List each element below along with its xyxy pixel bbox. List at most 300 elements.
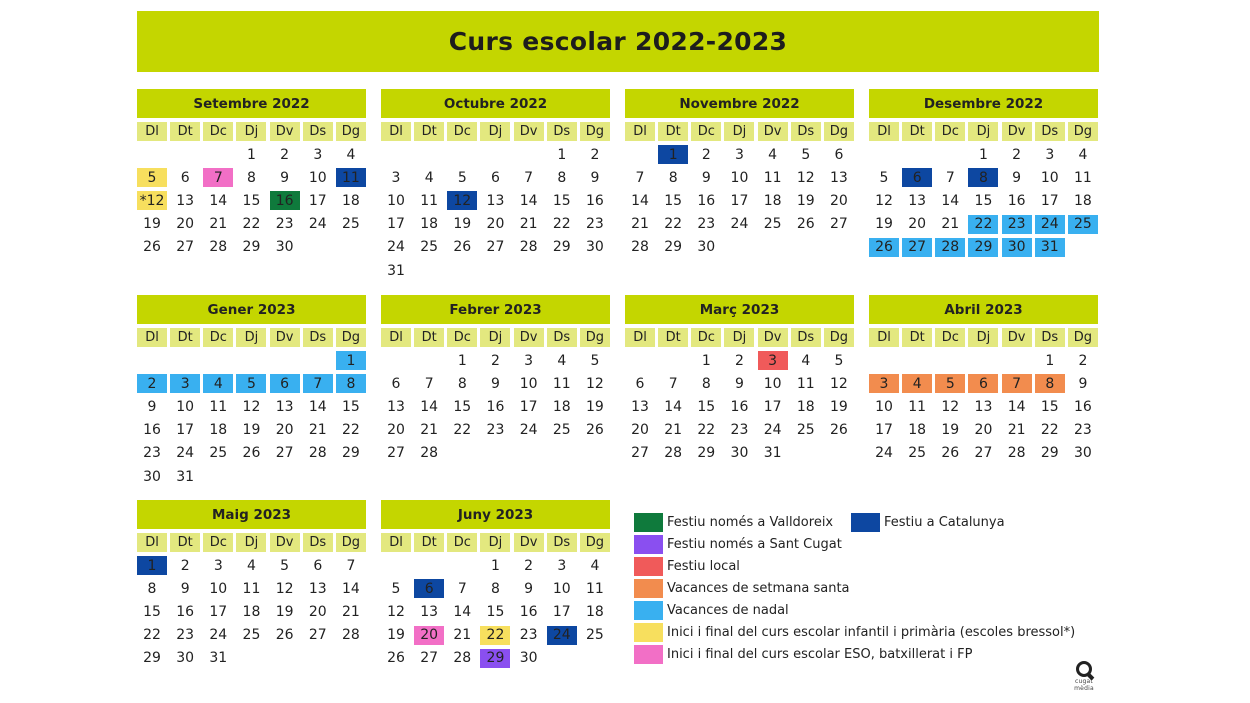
legend-item bbox=[634, 579, 850, 598]
day-cell: 13 bbox=[387, 398, 405, 415]
day-cell: 20 bbox=[275, 422, 294, 439]
day-cell: 4 bbox=[247, 557, 256, 574]
day-cell: 1 bbox=[247, 146, 256, 163]
legend-label: Vacances de setmana santa bbox=[667, 581, 850, 596]
legend-item bbox=[634, 623, 1075, 642]
week-row bbox=[625, 213, 854, 236]
week-row bbox=[137, 419, 366, 442]
empty-day-cell bbox=[547, 649, 577, 668]
weekday-label: Dg bbox=[580, 328, 610, 347]
day-cell: 26 bbox=[941, 445, 960, 462]
legend-swatch bbox=[634, 513, 663, 532]
weekday-label: Dv bbox=[758, 328, 788, 347]
week-row bbox=[381, 647, 610, 670]
day-cell: 26 bbox=[796, 216, 815, 233]
legend-swatch bbox=[634, 601, 663, 620]
day-cell: 8 bbox=[336, 374, 366, 393]
day-cell: 19 bbox=[830, 398, 848, 415]
week-row bbox=[869, 442, 1098, 465]
empty-day-cell bbox=[381, 351, 411, 370]
week-row bbox=[137, 143, 366, 166]
weekday-label: Dg bbox=[824, 328, 854, 347]
week-row bbox=[381, 143, 610, 166]
weekday-label: Dj bbox=[236, 328, 266, 347]
day-cell: 29 bbox=[342, 445, 360, 462]
empty-day-cell bbox=[203, 467, 233, 486]
day-cell: 14 bbox=[631, 192, 649, 209]
week-row bbox=[137, 349, 366, 372]
legend-label: Festiu local bbox=[667, 559, 740, 574]
day-cell: 25 bbox=[242, 627, 261, 644]
day-cell: 6 bbox=[414, 579, 444, 598]
day-cell: 19 bbox=[586, 398, 604, 415]
day-cell: 8 bbox=[668, 169, 678, 186]
legend-item bbox=[634, 601, 789, 620]
month-calendar bbox=[625, 89, 854, 259]
day-cell: 9 bbox=[590, 169, 600, 186]
day-cell: 13 bbox=[308, 580, 327, 597]
day-cell: 2 bbox=[701, 146, 711, 163]
day-cell: 7 bbox=[203, 168, 233, 187]
legend-swatch bbox=[634, 579, 663, 598]
day-cell: 30 bbox=[275, 239, 294, 256]
day-cell: 12 bbox=[242, 398, 261, 415]
day-cell: 15 bbox=[486, 603, 505, 620]
empty-day-cell bbox=[303, 649, 333, 668]
day-cell: 29 bbox=[242, 239, 261, 256]
empty-day-cell bbox=[414, 145, 444, 164]
weekday-label: Dv bbox=[270, 328, 300, 347]
empty-day-cell bbox=[480, 261, 510, 280]
day-cell: 8 bbox=[701, 375, 711, 392]
day-cell: 30 bbox=[1074, 445, 1092, 462]
day-cell: 5 bbox=[834, 352, 844, 369]
weekday-label: Dj bbox=[968, 122, 998, 141]
day-cell: 28 bbox=[935, 238, 965, 257]
day-cell: 22 bbox=[1040, 422, 1059, 439]
week-row bbox=[625, 419, 854, 442]
day-cell: 9 bbox=[147, 398, 157, 415]
weekday-label: Dg bbox=[1068, 122, 1098, 141]
day-cell: 9 bbox=[524, 580, 534, 597]
empty-day-cell bbox=[968, 351, 998, 370]
day-cell: 24 bbox=[176, 445, 195, 462]
day-cell: 27 bbox=[308, 627, 327, 644]
weekday-label: Dc bbox=[447, 122, 477, 141]
weekday-label: Dc bbox=[935, 122, 965, 141]
day-cell: 13 bbox=[275, 398, 294, 415]
day-cell: 5 bbox=[391, 580, 401, 597]
day-cell: 10 bbox=[1040, 169, 1059, 186]
day-cell: 24 bbox=[547, 626, 577, 645]
day-cell: 16 bbox=[697, 192, 716, 209]
weekday-label: Dg bbox=[336, 328, 366, 347]
day-cell: 31 bbox=[387, 262, 405, 279]
day-cell: 23 bbox=[730, 422, 749, 439]
empty-day-cell bbox=[514, 145, 544, 164]
day-cell: 4 bbox=[902, 374, 932, 393]
day-cell: 24 bbox=[387, 239, 405, 256]
week-row bbox=[625, 395, 854, 418]
day-cell: 2 bbox=[137, 374, 167, 393]
day-cell: 18 bbox=[209, 422, 228, 439]
day-cell: 23 bbox=[697, 216, 716, 233]
day-cell: 6 bbox=[834, 146, 844, 163]
day-cell: 15 bbox=[242, 192, 261, 209]
empty-day-cell bbox=[902, 351, 932, 370]
day-cell: 27 bbox=[631, 445, 649, 462]
day-cell: 5 bbox=[457, 169, 467, 186]
week-row bbox=[381, 349, 610, 372]
day-cell: 22 bbox=[664, 216, 683, 233]
empty-day-cell bbox=[414, 351, 444, 370]
empty-day-cell bbox=[724, 238, 754, 257]
week-row bbox=[869, 372, 1098, 395]
day-cell: 30 bbox=[697, 239, 716, 256]
month-title: Maig 2023 bbox=[137, 500, 366, 529]
day-cell: 9 bbox=[735, 375, 744, 392]
weekday-label: Dc bbox=[447, 533, 477, 552]
day-cell: 7 bbox=[668, 375, 678, 392]
day-cell: 19 bbox=[275, 603, 294, 620]
legend-item bbox=[634, 513, 833, 532]
month-title: Setembre 2022 bbox=[137, 89, 366, 118]
empty-day-cell bbox=[447, 261, 477, 280]
empty-day-cell bbox=[414, 261, 444, 280]
day-cell: 1 bbox=[491, 557, 500, 574]
day-cell: 13 bbox=[908, 192, 927, 209]
day-cell: 22 bbox=[453, 422, 472, 439]
week-row bbox=[625, 372, 854, 395]
day-cell: 17 bbox=[763, 398, 782, 415]
day-cell: 18 bbox=[796, 398, 815, 415]
day-cell: 4 bbox=[424, 169, 434, 186]
day-cell: 9 bbox=[180, 580, 190, 597]
weekday-label: Dg bbox=[336, 122, 366, 141]
day-cell: 26 bbox=[242, 445, 261, 462]
day-cell: 10 bbox=[308, 169, 327, 186]
day-cell: 6 bbox=[968, 374, 998, 393]
day-cell: 9 bbox=[701, 169, 711, 186]
empty-day-cell bbox=[236, 467, 266, 486]
empty-day-cell bbox=[758, 238, 788, 257]
empty-day-cell bbox=[580, 444, 610, 463]
weekday-label: Dg bbox=[1068, 328, 1098, 347]
day-cell: 22 bbox=[342, 422, 360, 439]
day-cell: 3 bbox=[557, 557, 567, 574]
day-cell: 24 bbox=[308, 216, 327, 233]
day-cell: 21 bbox=[519, 216, 538, 233]
day-cell: 12 bbox=[447, 191, 477, 210]
day-cell: 29 bbox=[480, 649, 510, 668]
empty-day-cell bbox=[270, 649, 300, 668]
empty-day-cell bbox=[381, 556, 411, 575]
day-cell: 25 bbox=[209, 445, 228, 462]
empty-day-cell bbox=[791, 444, 821, 463]
day-cell: *12 bbox=[137, 191, 167, 210]
legend-swatch bbox=[634, 623, 663, 642]
legend-swatch bbox=[634, 557, 663, 576]
day-cell: 16 bbox=[270, 191, 300, 210]
week-row bbox=[137, 442, 366, 465]
day-cell: 18 bbox=[242, 603, 261, 620]
day-cell: 8 bbox=[147, 580, 157, 597]
week-row bbox=[137, 647, 366, 670]
week-row bbox=[625, 236, 854, 259]
day-cell: 14 bbox=[941, 192, 960, 209]
day-cell: 7 bbox=[945, 169, 955, 186]
day-cell: 4 bbox=[801, 352, 811, 369]
empty-day-cell bbox=[547, 444, 577, 463]
weekday-header-row bbox=[137, 328, 366, 347]
day-cell: 5 bbox=[801, 146, 811, 163]
day-cell: 26 bbox=[453, 239, 472, 256]
empty-day-cell bbox=[480, 444, 510, 463]
day-cell: 14 bbox=[420, 398, 439, 415]
day-cell: 23 bbox=[1074, 422, 1092, 439]
empty-day-cell bbox=[935, 351, 965, 370]
day-cell: 19 bbox=[387, 627, 405, 644]
weekday-label: Dl bbox=[381, 328, 411, 347]
week-row bbox=[869, 395, 1098, 418]
empty-day-cell bbox=[514, 261, 544, 280]
empty-day-cell bbox=[824, 444, 854, 463]
day-cell: 15 bbox=[453, 398, 472, 415]
day-cell: 4 bbox=[346, 146, 356, 163]
day-cell: 8 bbox=[968, 168, 998, 187]
week-row bbox=[869, 166, 1098, 189]
weekday-header-row bbox=[381, 533, 610, 552]
day-cell: 2 bbox=[590, 146, 600, 163]
day-cell: 5 bbox=[935, 374, 965, 393]
day-cell: 16 bbox=[519, 603, 538, 620]
day-cell: 17 bbox=[1040, 192, 1059, 209]
weekday-label: Dv bbox=[514, 122, 544, 141]
legend-item bbox=[851, 513, 1005, 532]
week-row bbox=[625, 442, 854, 465]
week-row bbox=[869, 419, 1098, 442]
day-cell: 21 bbox=[308, 422, 327, 439]
week-row bbox=[137, 554, 366, 577]
day-cell: 23 bbox=[275, 216, 294, 233]
day-cell: 18 bbox=[586, 603, 604, 620]
day-cell: 3 bbox=[213, 557, 223, 574]
day-cell: 8 bbox=[247, 169, 256, 186]
empty-day-cell bbox=[658, 351, 688, 370]
day-cell: 5 bbox=[280, 557, 290, 574]
week-row bbox=[625, 166, 854, 189]
day-cell: 20 bbox=[830, 192, 848, 209]
day-cell: 28 bbox=[209, 239, 228, 256]
empty-day-cell bbox=[547, 261, 577, 280]
empty-day-cell bbox=[580, 261, 610, 280]
empty-day-cell bbox=[791, 238, 821, 257]
weekday-label: Dj bbox=[480, 328, 510, 347]
empty-day-cell bbox=[447, 556, 477, 575]
week-row bbox=[869, 213, 1098, 236]
day-cell: 29 bbox=[552, 239, 571, 256]
day-cell: 26 bbox=[586, 422, 604, 439]
empty-day-cell bbox=[414, 556, 444, 575]
day-cell: 28 bbox=[453, 650, 472, 667]
day-cell: 29 bbox=[664, 239, 683, 256]
month-title: Juny 2023 bbox=[381, 500, 610, 529]
day-cell: 15 bbox=[664, 192, 683, 209]
day-cell: 21 bbox=[631, 216, 649, 233]
week-row bbox=[381, 419, 610, 442]
day-cell: 25 bbox=[1068, 215, 1098, 234]
day-cell: 27 bbox=[974, 445, 993, 462]
day-cell: 13 bbox=[176, 192, 195, 209]
empty-day-cell bbox=[514, 444, 544, 463]
day-cell: 7 bbox=[635, 169, 645, 186]
day-cell: 25 bbox=[420, 239, 439, 256]
day-cell: 17 bbox=[552, 603, 571, 620]
day-cell: 10 bbox=[209, 580, 228, 597]
weekday-label: Ds bbox=[791, 122, 821, 141]
empty-day-cell bbox=[935, 145, 965, 164]
day-cell: 29 bbox=[143, 650, 161, 667]
day-cell: 9 bbox=[1078, 375, 1088, 392]
weekday-label: Dc bbox=[935, 328, 965, 347]
day-cell: 3 bbox=[170, 374, 200, 393]
legend-label: Vacances de nadal bbox=[667, 603, 789, 618]
month-title: Desembre 2022 bbox=[869, 89, 1098, 118]
week-row bbox=[137, 189, 366, 212]
empty-day-cell bbox=[236, 649, 266, 668]
day-cell: 2 bbox=[1078, 352, 1088, 369]
week-row bbox=[381, 372, 610, 395]
day-cell: 24 bbox=[1035, 215, 1065, 234]
day-cell: 8 bbox=[491, 580, 500, 597]
day-cell: 18 bbox=[763, 192, 782, 209]
day-cell: 2 bbox=[280, 146, 290, 163]
day-cell: 27 bbox=[420, 650, 439, 667]
day-cell: 13 bbox=[631, 398, 649, 415]
day-cell: 8 bbox=[457, 375, 467, 392]
day-cell: 10 bbox=[519, 375, 538, 392]
day-cell: 7 bbox=[303, 374, 333, 393]
weekday-label: Dc bbox=[203, 533, 233, 552]
day-cell: 11 bbox=[763, 169, 782, 186]
weekday-label: Dt bbox=[658, 328, 688, 347]
day-cell: 30 bbox=[586, 239, 604, 256]
day-cell: 26 bbox=[869, 238, 899, 257]
empty-day-cell bbox=[336, 467, 366, 486]
day-cell: 25 bbox=[552, 422, 571, 439]
day-cell: 20 bbox=[308, 603, 327, 620]
weekday-label: Dl bbox=[381, 122, 411, 141]
empty-day-cell bbox=[270, 467, 300, 486]
day-cell: 16 bbox=[176, 603, 195, 620]
empty-day-cell bbox=[203, 145, 233, 164]
day-cell: 13 bbox=[830, 169, 848, 186]
weekday-label: Dv bbox=[1002, 328, 1032, 347]
day-cell: 7 bbox=[457, 580, 467, 597]
day-cell: 13 bbox=[974, 398, 993, 415]
day-cell: 1 bbox=[701, 352, 711, 369]
week-row bbox=[381, 600, 610, 623]
day-cell: 17 bbox=[875, 422, 893, 439]
day-cell: 15 bbox=[697, 398, 716, 415]
weekday-label: Dc bbox=[203, 122, 233, 141]
day-cell: 27 bbox=[275, 445, 294, 462]
weekday-label: Dj bbox=[480, 533, 510, 552]
day-cell: 25 bbox=[586, 627, 604, 644]
weekday-label: Dl bbox=[381, 533, 411, 552]
weekday-label: Dg bbox=[580, 533, 610, 552]
day-cell: 16 bbox=[730, 398, 749, 415]
day-cell: 30 bbox=[730, 445, 749, 462]
day-cell: 27 bbox=[387, 445, 405, 462]
weekday-header-row bbox=[381, 122, 610, 141]
day-cell: 25 bbox=[796, 422, 815, 439]
weekday-label: Dj bbox=[480, 122, 510, 141]
day-cell: 10 bbox=[176, 398, 195, 415]
empty-day-cell bbox=[236, 351, 266, 370]
day-cell: 27 bbox=[176, 239, 195, 256]
day-cell: 12 bbox=[875, 192, 893, 209]
month-calendar bbox=[869, 295, 1098, 465]
weekday-label: Dj bbox=[236, 122, 266, 141]
day-cell: 8 bbox=[557, 169, 567, 186]
day-cell: 7 bbox=[346, 557, 356, 574]
day-cell: 15 bbox=[342, 398, 360, 415]
day-cell: 17 bbox=[176, 422, 195, 439]
empty-day-cell bbox=[381, 145, 411, 164]
weekday-label: Dj bbox=[236, 533, 266, 552]
day-cell: 14 bbox=[209, 192, 228, 209]
weekday-label: Ds bbox=[303, 533, 333, 552]
week-row bbox=[381, 259, 610, 282]
weekday-header-row bbox=[869, 328, 1098, 347]
empty-day-cell bbox=[303, 467, 333, 486]
empty-day-cell bbox=[303, 238, 333, 257]
day-cell: 1 bbox=[1045, 352, 1055, 369]
weekday-label: Dl bbox=[869, 122, 899, 141]
day-cell: 5 bbox=[137, 168, 167, 187]
weekday-label: Dl bbox=[625, 122, 655, 141]
empty-day-cell bbox=[336, 238, 366, 257]
day-cell: 14 bbox=[308, 398, 327, 415]
day-cell: 1 bbox=[979, 146, 988, 163]
day-cell: 2 bbox=[735, 352, 744, 369]
day-cell: 10 bbox=[875, 398, 893, 415]
empty-day-cell bbox=[336, 649, 366, 668]
day-cell: 20 bbox=[414, 626, 444, 645]
weekday-label: Dt bbox=[170, 328, 200, 347]
weekday-header-row bbox=[137, 533, 366, 552]
day-cell: 14 bbox=[1007, 398, 1026, 415]
weekday-label: Dj bbox=[968, 328, 998, 347]
weekday-label: Ds bbox=[1035, 328, 1065, 347]
weekday-label: Dt bbox=[170, 122, 200, 141]
day-cell: 21 bbox=[209, 216, 228, 233]
weekday-label: Ds bbox=[547, 533, 577, 552]
day-cell: 6 bbox=[491, 169, 500, 186]
day-cell: 28 bbox=[308, 445, 327, 462]
day-cell: 1 bbox=[336, 351, 366, 370]
day-cell: 20 bbox=[908, 216, 927, 233]
day-cell: 1 bbox=[137, 556, 167, 575]
day-cell: 3 bbox=[758, 351, 788, 370]
day-cell: 20 bbox=[974, 422, 993, 439]
day-cell: 2 bbox=[491, 352, 500, 369]
weekday-label: Dv bbox=[758, 122, 788, 141]
day-cell: 29 bbox=[968, 238, 998, 257]
day-cell: 1 bbox=[557, 146, 567, 163]
day-cell: 5 bbox=[879, 169, 889, 186]
